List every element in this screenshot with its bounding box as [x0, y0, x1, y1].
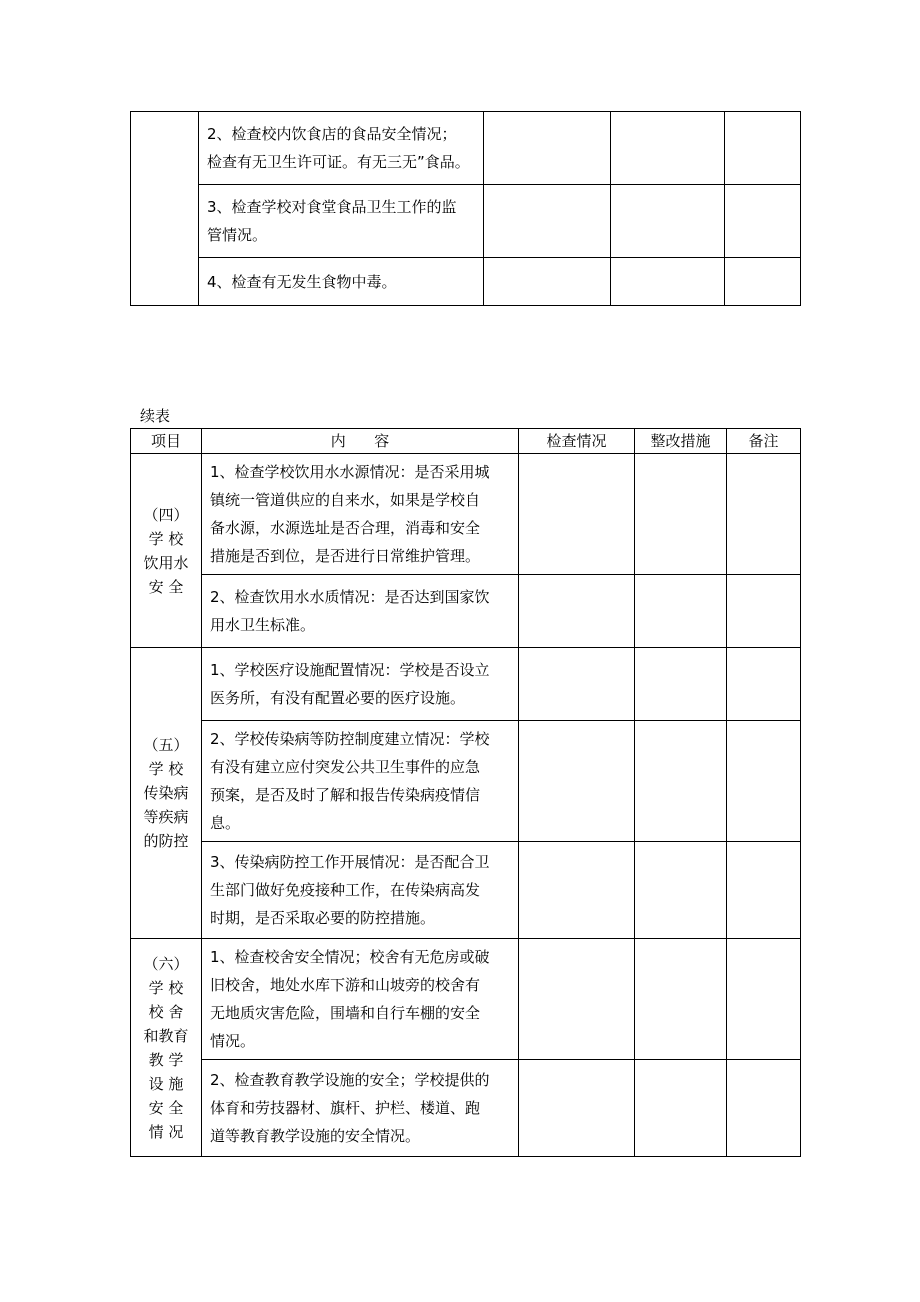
rectification-cell — [611, 185, 725, 258]
content-line: 旧校舍，地处水库下游和山坡旁的校舍有 — [210, 976, 481, 994]
content-line: 3、传染病防控工作开展情况：是否配合卫 — [210, 853, 490, 871]
header-rectification: 整改措施 — [635, 429, 727, 454]
header-inspection: 检查情况 — [519, 429, 635, 454]
content-cell — [202, 842, 519, 939]
content-line: 情况。 — [210, 1032, 256, 1050]
content-line: 3、检查学校对食堂食品卫生工作的监 — [207, 198, 457, 216]
inspection-cell — [484, 185, 611, 258]
inspection-cell — [519, 454, 635, 575]
content-line: 2、学校传染病等防控制度建立情况：学校 — [210, 730, 490, 748]
content-line: 1、检查学校饮用水水源情况：是否采用城 — [210, 463, 490, 481]
content-line: 1、检查校舍安全情况；校舍有无危房或破 — [210, 948, 490, 966]
content-line: 息。 — [210, 814, 241, 832]
content-line: 时期，是否采取必要的防控措施。 — [210, 909, 436, 927]
remarks-cell — [725, 112, 801, 185]
content-line: 镇统一管道供应的自来水，如果是学校自 — [210, 491, 481, 509]
remarks-cell — [727, 648, 801, 721]
header-content: 内 容 — [202, 429, 519, 454]
content-line: 2、检查教育教学设施的安全；学校提供的 — [210, 1071, 490, 1089]
category-line: 等疾病 — [143, 808, 189, 826]
content-cell — [202, 1060, 519, 1157]
remarks-cell — [725, 185, 801, 258]
content-cell — [202, 939, 519, 1060]
food-safety-table-continued — [130, 111, 801, 306]
content-line: 1、学校医疗设施配置情况：学校是否设立 — [210, 661, 490, 679]
rectification-cell — [635, 842, 727, 939]
content-line: 4、检查有无发生食物中毒。 — [207, 272, 397, 291]
content-line: 用水卫生标准。 — [210, 616, 316, 634]
content-line: 预案，是否及时了解和报告传染病疫情信 — [210, 786, 481, 804]
rectification-cell — [635, 575, 727, 648]
remarks-cell — [727, 721, 801, 842]
content-line: 管情况。 — [207, 226, 268, 244]
inspection-cell — [519, 648, 635, 721]
category-line: 校 舍 — [148, 1002, 184, 1021]
content-line: 医务所，有没有配置必要的医疗设施。 — [210, 689, 466, 707]
remarks-cell — [727, 842, 801, 939]
category-line: （五） — [143, 736, 189, 754]
content-cell — [202, 721, 519, 842]
rectification-cell — [635, 454, 727, 575]
category-line: 情 况 — [148, 1122, 184, 1141]
category-line: 学 校 — [148, 529, 184, 548]
remarks-cell — [727, 575, 801, 648]
remarks-cell — [727, 454, 801, 575]
content-line: 生部门做好免疫接种工作，在传染病高发 — [210, 881, 481, 899]
category-line: 设 施 — [148, 1074, 184, 1093]
category-line: （六） — [143, 954, 189, 973]
remarks-cell — [727, 1060, 801, 1157]
content-line: 体育和劳技器材、旗杆、护栏、楼道、跑 — [210, 1099, 481, 1117]
category-drinking-water — [131, 454, 202, 648]
inspection-table — [130, 428, 801, 1157]
category-cell — [131, 112, 199, 306]
inspection-cell — [519, 1060, 635, 1157]
inspection-cell — [519, 721, 635, 842]
content-line: 有没有建立应付突发公共卫生事件的应急 — [210, 758, 481, 776]
content-line: 检查有无卫生许可证。有无三无”食品。 — [207, 153, 470, 171]
content-cell — [202, 648, 519, 721]
category-line: 和教育 — [143, 1026, 189, 1045]
content-cell — [199, 185, 484, 258]
content-cell — [199, 112, 484, 185]
content-line: 备水源，水源选址是否合理，消毒和安全 — [210, 519, 481, 537]
category-line: 学 校 — [148, 978, 184, 997]
category-line: 安 全 — [148, 577, 184, 596]
category-line: 传染病 — [143, 784, 189, 802]
rectification-cell — [635, 648, 727, 721]
rectification-cell — [611, 112, 725, 185]
rectification-cell — [635, 939, 727, 1060]
inspection-cell — [519, 939, 635, 1060]
category-disease-control — [131, 648, 202, 939]
category-building-facilities — [131, 939, 202, 1157]
rectification-cell — [611, 258, 725, 306]
category-line: （四） — [143, 505, 189, 524]
continued-table-label: 续表 — [140, 407, 171, 425]
content-cell — [202, 454, 519, 575]
remarks-cell — [727, 939, 801, 1060]
content-cell — [202, 575, 519, 648]
inspection-cell — [519, 575, 635, 648]
category-line: 教 学 — [148, 1050, 184, 1069]
category-line: 饮用水 — [143, 553, 189, 572]
category-line: 学 校 — [148, 760, 184, 778]
category-line: 安 全 — [148, 1098, 184, 1117]
inspection-cell — [484, 112, 611, 185]
content-line: 2、检查饮用水水质情况：是否达到国家饮 — [210, 588, 490, 606]
content-line: 道等教育教学设施的安全情况。 — [210, 1127, 421, 1145]
header-remarks: 备注 — [727, 429, 801, 454]
rectification-cell — [635, 721, 727, 842]
category-line: 的防控 — [143, 832, 189, 850]
content-line: 无地质灾害危险，围墙和自行车棚的安全 — [210, 1004, 481, 1022]
rectification-cell — [635, 1060, 727, 1157]
inspection-cell — [484, 258, 611, 306]
header-item: 项目 — [131, 429, 202, 454]
content-line: 2、检查校内饮食店的食品安全情况； — [207, 125, 457, 143]
content-cell — [199, 258, 484, 306]
inspection-cell — [519, 842, 635, 939]
remarks-cell — [725, 258, 801, 306]
content-line: 措施是否到位，是否进行日常维护管理。 — [210, 547, 481, 565]
